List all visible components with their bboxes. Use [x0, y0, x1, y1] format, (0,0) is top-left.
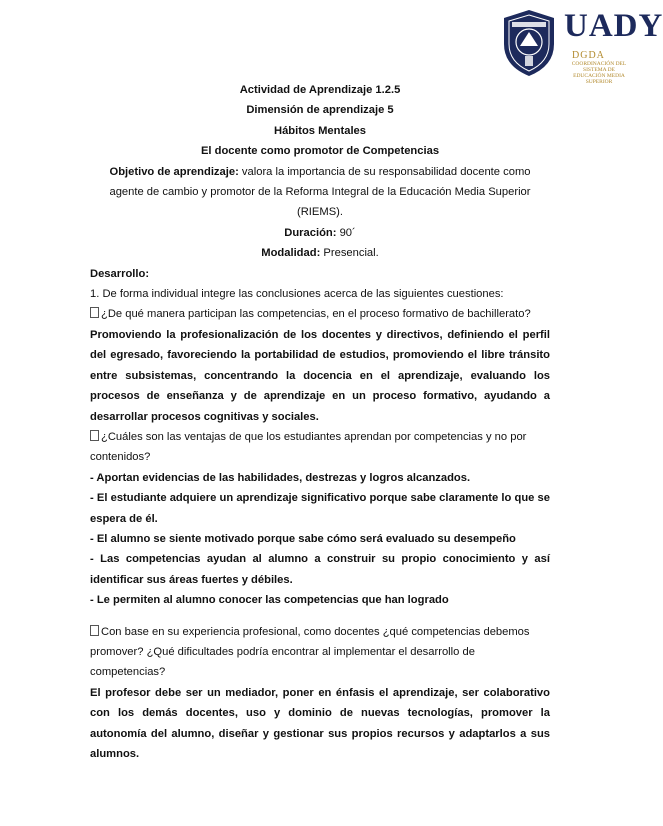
duration-label: Duración: — [284, 226, 337, 239]
spacer — [90, 611, 550, 622]
subtitle: El docente como promotor de Competencias — [200, 145, 440, 158]
objective-label: Objetivo de aprendizaje: — [109, 165, 239, 178]
modality-label: Modalidad: — [261, 247, 321, 260]
answer-2-item: - Las competencias ayudan al alumno a construir su propio conocimiento y así identificar sus áreas fuertes y débiles. — [90, 553, 550, 586]
brand-name: UADY — [564, 8, 663, 44]
missing-glyph-icon — [90, 307, 99, 318]
section-title: Desarrollo: — [90, 267, 150, 280]
document-body — [90, 80, 550, 764]
answer-2-item: - Le permiten al alumno conocer las competencias que han logrado — [90, 594, 449, 607]
question-3 — [90, 622, 550, 683]
objective — [90, 162, 550, 223]
answer-1: Promoviendo la profesionalización de los docentes y directivos, definiendo el perfil del egresado, favoreciendo la portabilidad de estudios, promoviendo el libre tránsito entre subsistemas, concentrando la docencia en el aprendizaje, evaluando los procesos de enseñanza y de aprendizaje en un proceso formativo, ayudando a desarrollar procesos cognitivas y sociales. — [90, 328, 550, 423]
answer-2-item: - Aportan evidencias de las habilidades, destrezas y logros alcanzados. — [90, 471, 471, 484]
activity-title: Actividad de Aprendizaje 1.2.5 — [239, 84, 401, 96]
duration — [90, 223, 550, 243]
question-2-text: ¿Cuáles son las ventajas de que los estudiantes aprendan por competencias y no por contenidos? — [90, 430, 527, 464]
answer-2-item: - El estudiante adquiere un aprendizaje significativo porque sabe claramente lo que se espera de él. — [90, 492, 550, 525]
university-seal-icon — [498, 8, 560, 78]
duration-value: 90´ — [336, 226, 356, 239]
brand-subtitle: DGDA — [572, 50, 605, 61]
answer-3: El profesor debe ser un mediador, poner en énfasis el aprendizaje, ser colaborativo con los demás docentes, uso y dominio de nuevas tecnologías, promover la autonomía del alumno, diseñar y gestionar sus propios recursos y adaptarlos a sus alumnos. — [90, 686, 550, 760]
missing-glyph-icon — [90, 625, 99, 636]
dimension-title: Dimensión de aprendizaje 5 — [246, 104, 394, 117]
answer-2-item: - El alumno se siente motivado porque sabe cómo será evaluado su desempeño — [90, 532, 516, 545]
instruction: 1. De forma individual integre las conclusiones acerca de las siguientes cuestiones: — [90, 288, 504, 301]
missing-glyph-icon — [90, 430, 99, 441]
objective-text: valora la importancia de su responsabilidad docente como agente de cambio y promotor de la Reforma Integral de la Educación Media Superior (RIEMS). — [109, 165, 531, 219]
question-3-text: Con base en su experiencia profesional, como docentes ¿qué competencias debemos promover? ¿Qué dificultades podría encontrar al implementar el desarrollo de competencias? — [90, 625, 530, 679]
modality-value: Presencial. — [320, 247, 379, 260]
question-1 — [90, 304, 550, 324]
question-1-text: ¿De qué manera participan las competencias, en el proceso formativo de bachillerato? — [101, 308, 531, 321]
brand-coordination: COORDINACIÓN DEL SISTEMA DE EDUCACIÓN MEDIA SUPERIOR — [571, 61, 627, 85]
modality — [90, 243, 550, 263]
habits-title: Hábitos Mentales — [273, 124, 366, 137]
question-2 — [90, 427, 550, 468]
uady-logo — [498, 6, 663, 86]
